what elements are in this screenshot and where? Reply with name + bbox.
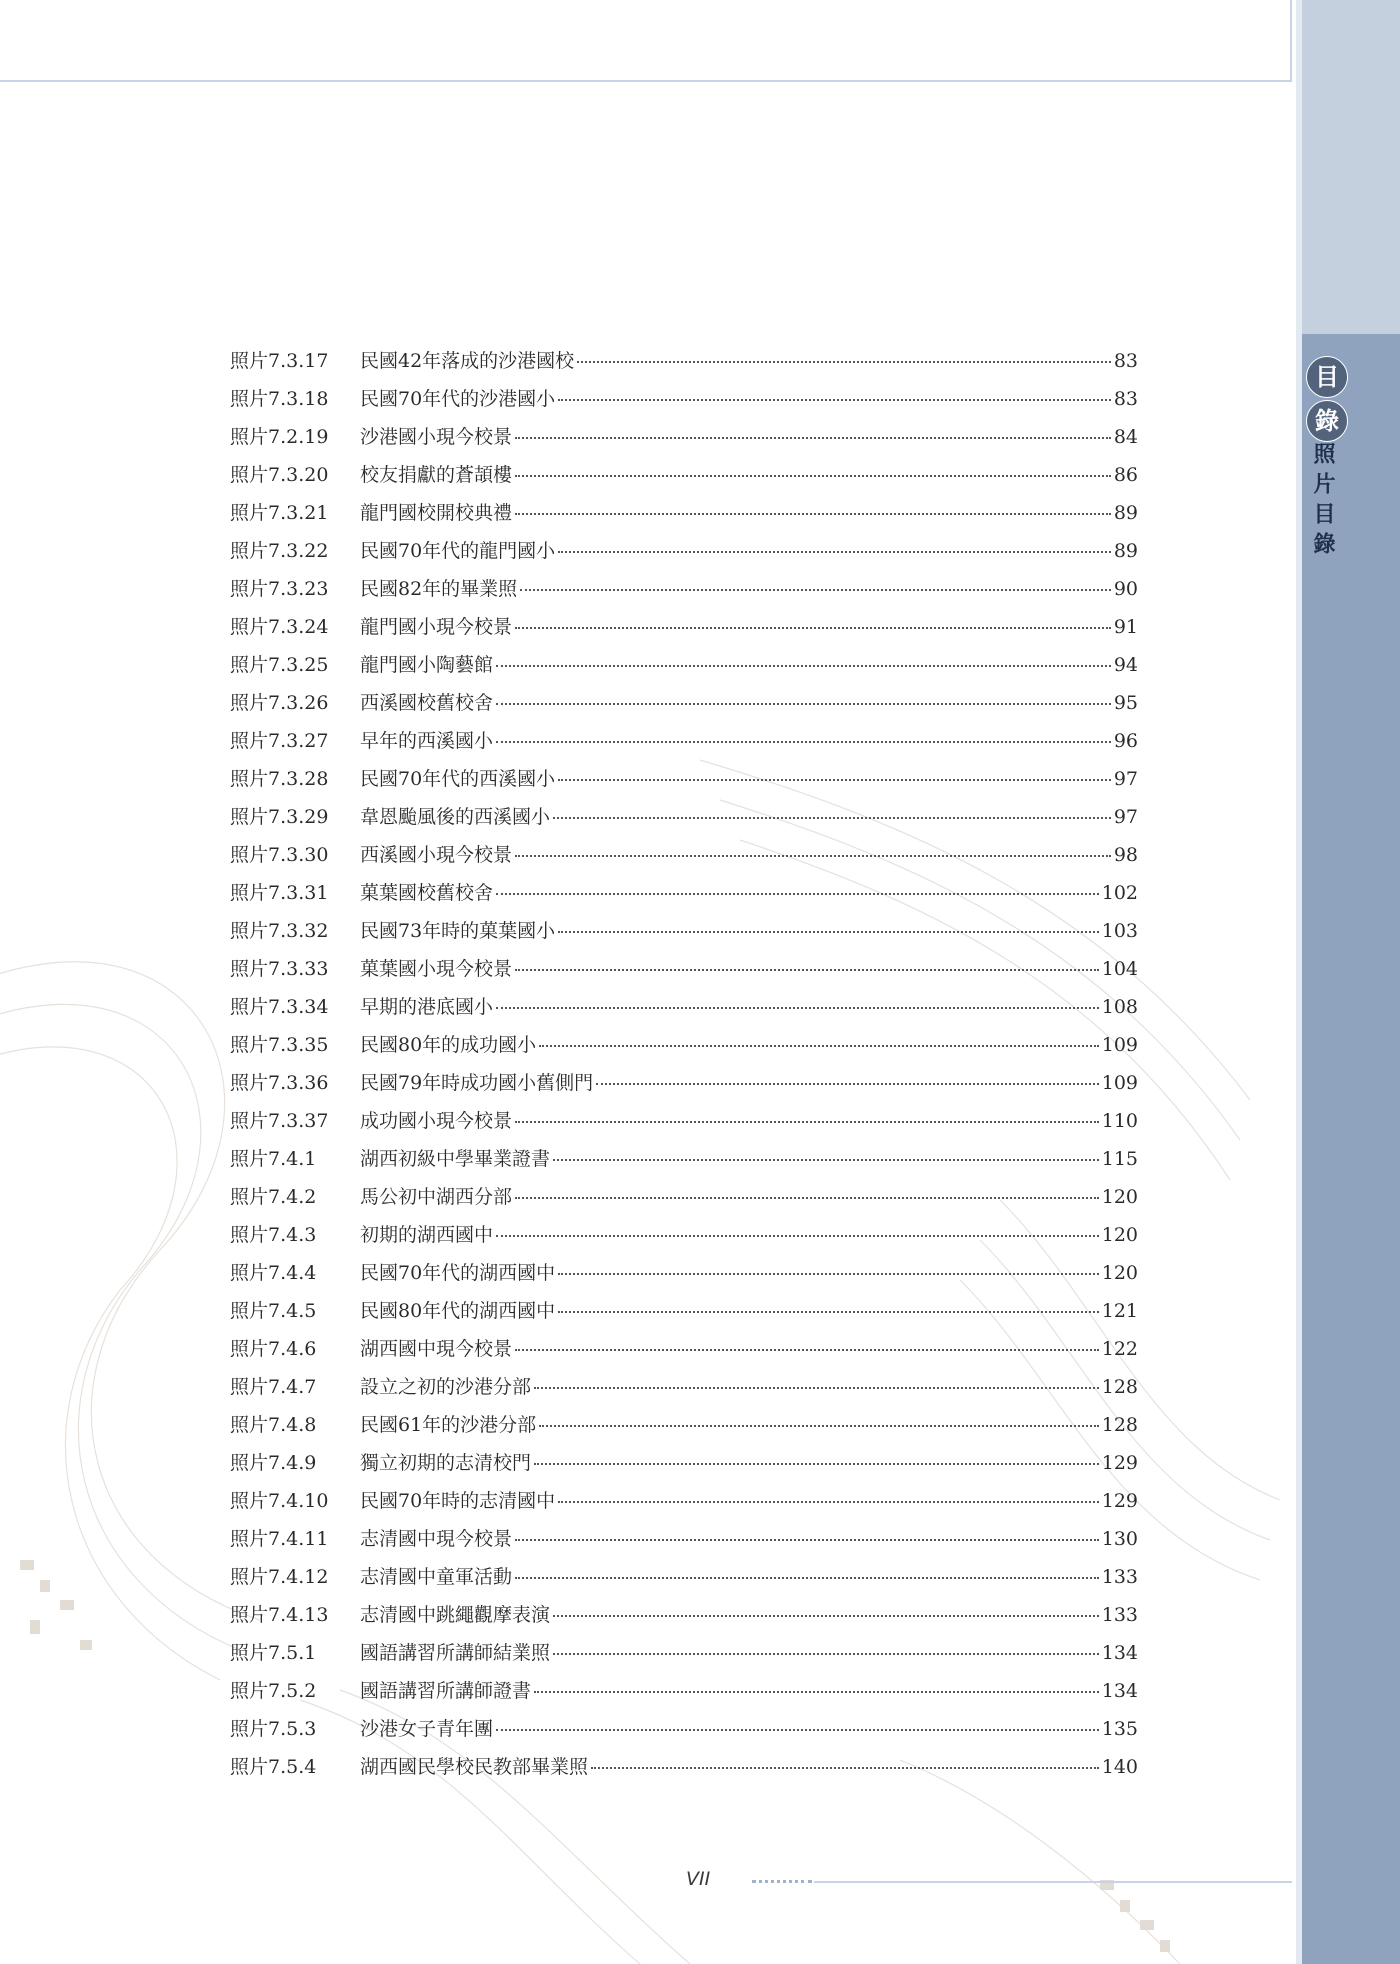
toc-row: [230, 536, 1138, 574]
toc-page: 95: [1113, 692, 1138, 714]
toc-leader-dots: [558, 1501, 1099, 1503]
toc-row: [230, 1182, 1138, 1220]
toc-row: [230, 726, 1138, 764]
toc-row: [230, 346, 1138, 384]
toc-page: 130: [1101, 1528, 1138, 1550]
toc-row: [230, 1410, 1138, 1448]
toc-leader-dots: [558, 779, 1111, 781]
toc-page: 129: [1101, 1490, 1138, 1512]
toc-page: 120: [1101, 1186, 1138, 1208]
toc-label: 照片7.4.4: [230, 1262, 317, 1284]
toc-title: 民國80年代的湖西國中: [360, 1300, 556, 1322]
toc-row: [230, 916, 1138, 954]
toc-leader-dots: [577, 361, 1111, 363]
toc-row: [230, 650, 1138, 688]
toc-leader-dots: [553, 1159, 1099, 1161]
toc-leader-dots: [496, 665, 1111, 667]
toc-label: 照片7.3.21: [230, 502, 329, 524]
page-number: VII: [686, 1868, 711, 1890]
toc-page: 129: [1101, 1452, 1138, 1474]
toc-page: 97: [1113, 768, 1138, 790]
toc-label: 照片7.4.5: [230, 1300, 317, 1322]
toc-title: 獨立初期的志清校門: [360, 1452, 532, 1474]
toc-label: 照片7.3.23: [230, 578, 329, 600]
toc-row: [230, 498, 1138, 536]
toc-title: 民國70年代的沙港國小: [360, 388, 556, 410]
toc-title: 志清國中童軍活動: [360, 1566, 513, 1588]
toc-row: [230, 384, 1138, 422]
toc-row: [230, 1068, 1138, 1106]
toc-page: 84: [1113, 426, 1138, 448]
toc-leader-dots: [496, 1007, 1099, 1009]
toc-label: 照片7.3.26: [230, 692, 329, 714]
toc-title: 國語講習所講師證書: [360, 1680, 532, 1702]
toc-label: 照片7.3.37: [230, 1110, 329, 1132]
badge-char-2: 錄: [1306, 400, 1348, 442]
toc-leader-dots: [515, 1577, 1099, 1579]
toc-label: 照片7.3.27: [230, 730, 329, 752]
toc-page: 109: [1101, 1034, 1138, 1056]
toc-title: 校友捐獻的蒼頡樓: [360, 464, 513, 486]
toc-page: 104: [1101, 958, 1138, 980]
toc-label: 照片7.5.1: [230, 1642, 317, 1664]
toc-label: 照片7.5.2: [230, 1680, 317, 1702]
toc-leader-dots: [553, 1615, 1099, 1617]
toc-title: 成功國小現今校景: [360, 1110, 513, 1132]
toc-page: 109: [1101, 1072, 1138, 1094]
toc-label: 照片7.3.31: [230, 882, 329, 904]
toc-page: 134: [1101, 1642, 1138, 1664]
toc-title: 龍門國小陶藝館: [360, 654, 494, 676]
toc-page: 102: [1101, 882, 1138, 904]
toc-row: [230, 1676, 1138, 1714]
toc-label: 照片7.3.36: [230, 1072, 329, 1094]
toc-page: 83: [1113, 350, 1138, 372]
footer-dots: [752, 1880, 812, 1883]
toc-row: [230, 422, 1138, 460]
toc-page: 91: [1113, 616, 1138, 638]
toc-label: 照片7.3.35: [230, 1034, 329, 1056]
toc-row: [230, 460, 1138, 498]
toc-leader-dots: [534, 1691, 1099, 1693]
section-title-vertical: 照片目錄: [1310, 442, 1335, 562]
toc-row: [230, 1638, 1138, 1676]
toc-leader-dots: [558, 399, 1111, 401]
toc-page: 121: [1101, 1300, 1138, 1322]
photo-index-list: [230, 346, 1138, 1790]
toc-label: 照片7.3.32: [230, 920, 329, 942]
toc-label: 照片7.5.3: [230, 1718, 317, 1740]
sidebar-active-tab: [1302, 334, 1400, 1964]
toc-label: 照片7.3.28: [230, 768, 329, 790]
toc-title: 西溪國小現今校景: [360, 844, 513, 866]
toc-row: [230, 1372, 1138, 1410]
toc-row: [230, 574, 1138, 612]
toc-title: 志清國中跳繩觀摩表演: [360, 1604, 551, 1626]
toc-title: 民國80年的成功國小: [360, 1034, 537, 1056]
toc-leader-dots: [515, 437, 1111, 439]
toc-title: 菓葉國小現今校景: [360, 958, 513, 980]
toc-label: 照片7.3.25: [230, 654, 329, 676]
toc-leader-dots: [515, 1197, 1099, 1199]
toc-page: 135: [1101, 1718, 1138, 1740]
toc-row: [230, 1030, 1138, 1068]
toc-leader-dots: [515, 855, 1111, 857]
toc-label: 照片7.3.29: [230, 806, 329, 828]
toc-title: 菓葉國校舊校舍: [360, 882, 494, 904]
toc-row: [230, 764, 1138, 802]
toc-leader-dots: [515, 475, 1111, 477]
toc-title: 民國70年時的志清國中: [360, 1490, 556, 1512]
toc-leader-dots: [496, 1235, 1099, 1237]
toc-leader-dots: [534, 1463, 1099, 1465]
toc-label: 照片7.3.30: [230, 844, 329, 866]
toc-page: 89: [1113, 540, 1138, 562]
toc-leader-dots: [558, 551, 1111, 553]
toc-leader-dots: [553, 1653, 1099, 1655]
toc-page: 94: [1113, 654, 1138, 676]
contents-badge: [1306, 356, 1348, 444]
toc-label: 照片7.4.1: [230, 1148, 317, 1170]
toc-title: 湖西國中現今校景: [360, 1338, 513, 1360]
toc-title: 設立之初的沙港分部: [360, 1376, 532, 1398]
toc-label: 照片7.5.4: [230, 1756, 317, 1778]
toc-row: [230, 612, 1138, 650]
toc-page: 115: [1101, 1148, 1138, 1170]
toc-page: 96: [1113, 730, 1138, 752]
toc-label: 照片7.3.33: [230, 958, 329, 980]
toc-leader-dots: [558, 1273, 1099, 1275]
toc-leader-dots: [496, 1729, 1099, 1731]
toc-label: 照片7.4.10: [230, 1490, 329, 1512]
toc-row: [230, 1486, 1138, 1524]
toc-label: 照片7.4.7: [230, 1376, 317, 1398]
toc-label: 照片7.4.13: [230, 1604, 329, 1626]
toc-label: 照片7.4.6: [230, 1338, 317, 1360]
toc-title: 韋恩颱風後的西溪國小: [360, 806, 551, 828]
toc-leader-dots: [553, 817, 1111, 819]
toc-title: 沙港國小現今校景: [360, 426, 513, 448]
toc-leader-dots: [515, 627, 1111, 629]
header-vertical-rule: [1290, 0, 1292, 82]
toc-row: [230, 878, 1138, 916]
toc-leader-dots: [496, 741, 1111, 743]
toc-title: 初期的湖西國中: [360, 1224, 494, 1246]
toc-leader-dots: [515, 1121, 1099, 1123]
toc-label: 照片7.4.9: [230, 1452, 317, 1474]
toc-title: 民國73年時的菓葉國小: [360, 920, 556, 942]
toc-row: [230, 1714, 1138, 1752]
toc-title: 民國79年時成功國小舊側門: [360, 1072, 594, 1094]
toc-row: [230, 1448, 1138, 1486]
toc-page: 122: [1101, 1338, 1138, 1360]
toc-title: 龍門國校開校典禮: [360, 502, 513, 524]
badge-char-1: 目: [1306, 356, 1348, 398]
toc-page: 89: [1113, 502, 1138, 524]
toc-leader-dots: [515, 513, 1111, 515]
toc-row: [230, 802, 1138, 840]
toc-page: 128: [1101, 1376, 1138, 1398]
toc-row: [230, 1524, 1138, 1562]
toc-leader-dots: [539, 1045, 1099, 1047]
toc-page: 120: [1101, 1262, 1138, 1284]
toc-title: 早期的港底國小: [360, 996, 494, 1018]
toc-label: 照片7.2.19: [230, 426, 329, 448]
toc-page: 140: [1101, 1756, 1138, 1778]
toc-page: 98: [1113, 844, 1138, 866]
toc-leader-dots: [596, 1083, 1099, 1085]
toc-row: [230, 1106, 1138, 1144]
toc-label: 照片7.3.17: [230, 350, 329, 372]
toc-page: 120: [1101, 1224, 1138, 1246]
toc-row: [230, 1600, 1138, 1638]
toc-label: 照片7.4.2: [230, 1186, 317, 1208]
toc-row: [230, 1296, 1138, 1334]
toc-row: [230, 1144, 1138, 1182]
toc-title: 民國70年代的西溪國小: [360, 768, 556, 790]
toc-leader-dots: [520, 589, 1111, 591]
toc-label: 照片7.4.3: [230, 1224, 317, 1246]
toc-label: 照片7.3.22: [230, 540, 329, 562]
toc-page: 133: [1101, 1604, 1138, 1626]
toc-page: 83: [1113, 388, 1138, 410]
toc-title: 早年的西溪國小: [360, 730, 494, 752]
toc-page: 97: [1113, 806, 1138, 828]
toc-row: [230, 1562, 1138, 1600]
footer-rule: [814, 1881, 1292, 1883]
toc-title: 民國82年的畢業照: [360, 578, 518, 600]
toc-title: 龍門國小現今校景: [360, 616, 513, 638]
toc-page: 110: [1101, 1110, 1138, 1132]
toc-page: 90: [1113, 578, 1138, 600]
toc-leader-dots: [591, 1767, 1099, 1769]
toc-row: [230, 1334, 1138, 1372]
toc-label: 照片7.4.8: [230, 1414, 317, 1436]
toc-title: 沙港女子青年團: [360, 1718, 494, 1740]
toc-page: 108: [1101, 996, 1138, 1018]
toc-leader-dots: [496, 893, 1099, 895]
toc-label: 照片7.4.12: [230, 1566, 329, 1588]
header-rule: [0, 80, 1292, 82]
toc-page: 133: [1101, 1566, 1138, 1588]
toc-row: [230, 992, 1138, 1030]
toc-title: 民國42年落成的沙港國校: [360, 350, 575, 372]
toc-label: 照片7.3.20: [230, 464, 329, 486]
toc-leader-dots: [534, 1387, 1099, 1389]
toc-title: 湖西國民學校民教部畢業照: [360, 1756, 589, 1778]
toc-leader-dots: [515, 1539, 1099, 1541]
toc-title: 民國61年的沙港分部: [360, 1414, 537, 1436]
toc-title: 西溪國校舊校舍: [360, 692, 494, 714]
toc-row: [230, 840, 1138, 878]
toc-row: [230, 1220, 1138, 1258]
toc-leader-dots: [558, 1311, 1099, 1313]
toc-row: [230, 688, 1138, 726]
toc-leader-dots: [539, 1425, 1099, 1427]
toc-label: 照片7.3.24: [230, 616, 329, 638]
toc-page: 86: [1113, 464, 1138, 486]
toc-row: [230, 1752, 1138, 1790]
toc-title: 馬公初中湖西分部: [360, 1186, 513, 1208]
toc-leader-dots: [558, 931, 1099, 933]
toc-page: 128: [1101, 1414, 1138, 1436]
toc-leader-dots: [515, 969, 1099, 971]
toc-page: 103: [1101, 920, 1138, 942]
toc-title: 志清國中現今校景: [360, 1528, 513, 1550]
toc-row: [230, 1258, 1138, 1296]
toc-label: 照片7.3.18: [230, 388, 329, 410]
toc-title: 民國70年代的龍門國小: [360, 540, 556, 562]
toc-page: 134: [1101, 1680, 1138, 1702]
toc-leader-dots: [515, 1349, 1099, 1351]
toc-title: 民國70年代的湖西國中: [360, 1262, 556, 1284]
page-footer: [0, 1868, 1300, 1898]
toc-row: [230, 954, 1138, 992]
toc-title: 國語講習所講師結業照: [360, 1642, 551, 1664]
toc-title: 湖西初級中學畢業證書: [360, 1148, 551, 1170]
toc-label: 照片7.4.11: [230, 1528, 329, 1550]
toc-leader-dots: [496, 703, 1111, 705]
toc-label: 照片7.3.34: [230, 996, 329, 1018]
